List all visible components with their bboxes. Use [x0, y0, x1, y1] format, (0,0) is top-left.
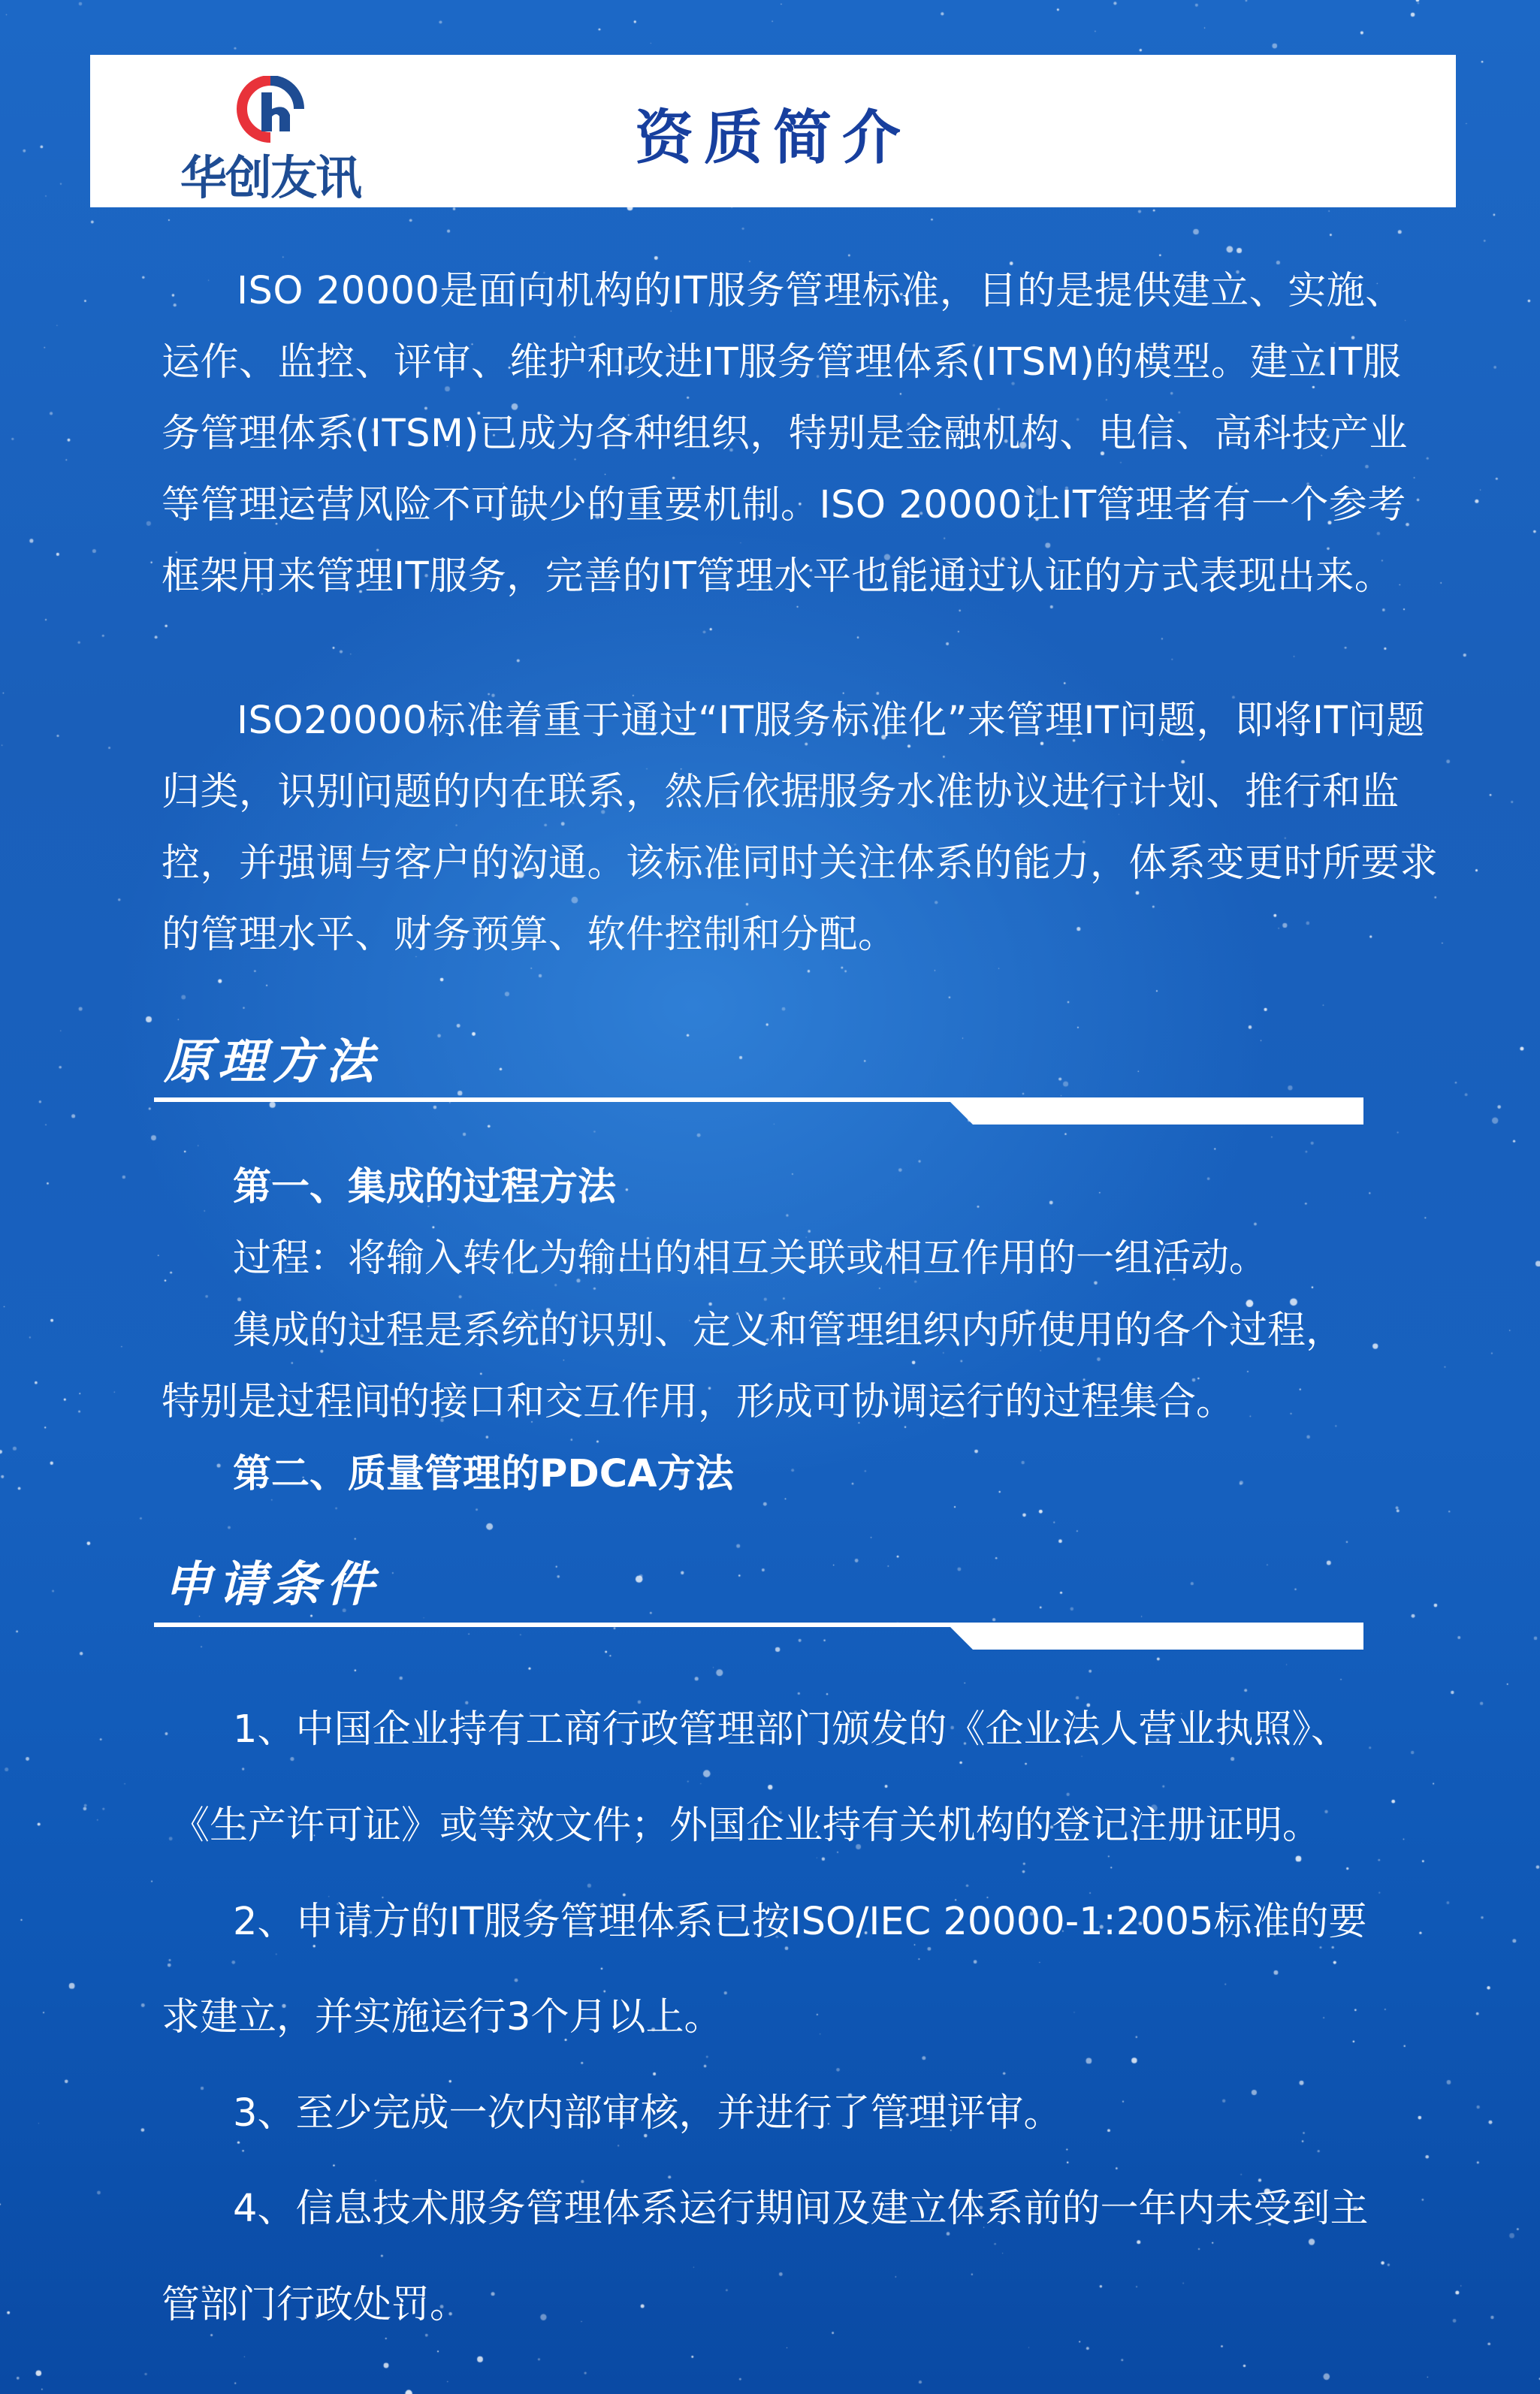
intro-paragraph-2: ISO20000标准着重于通过“IT服务标准化”来管理IT问题，即将IT问题归类，识别问题的内在联系，然后依据服务水准协议进行计划、推行和监控，并强调与客户的沟通。该标准同时关注体系的能力，体系变更时所要求的管理水平、财务预算、软件控制和分配。 — [162, 699, 1439, 957]
principle-1-text-line: 特别是过程间的接口和交互作用，形成可协调运行的过程集合。 — [162, 1380, 1235, 1424]
requirement-1-line: 1、中国企业持有工商行政管理部门颁发的《企业法人营业执照》、 — [233, 1707, 1349, 1752]
principle-1-text-line: 集成的过程是系统的识别、定义和管理组织内所使用的各个过程， — [233, 1309, 1345, 1353]
requirement-2-line: 2、申请方的IT服务管理体系已按ISO/IEC 20000-1:2005标准的要 — [233, 1900, 1367, 1944]
page-title: 资质简介 — [634, 104, 911, 172]
requirement-4-line: 4、信息技术服务管理体系运行期间及建立体系前的一年内未受到主 — [233, 2187, 1369, 2231]
requirement-4-line: 管部门行政处罚。 — [162, 2283, 469, 2327]
requirement-2-line: 求建立，并实施运行3个月以上。 — [162, 1995, 723, 2039]
section-divider — [154, 1623, 1363, 1650]
header-banner — [90, 55, 1456, 207]
principle-1-text-line: 过程：将输入转化为输出的相互关联或相互作用的一组活动。 — [233, 1236, 1268, 1281]
section-divider — [154, 1097, 1363, 1125]
section-title-principles: 原理方法 — [164, 1034, 380, 1090]
principle-2-heading: 第二、质量管理的PDCA方法 — [233, 1452, 734, 1496]
intro-paragraph-1: ISO 20000是面向机构的IT服务管理标准，目的是提供建立、实施、运作、监控、评审、维护和改进IT服务管理体系(ITSM)的模型。建立IT服务管理体系(ITSM)已成为各种组织，特别是金融机构、电信、高科技产业等管理运营风险不可缺少的重要机制。ISO 20000让IT管理者有一个参考框架用来管理IT服务，完善的IT管理水平也能通过认证的方式表现出来。 — [162, 269, 1408, 599]
requirement-3-line: 3、至少完成一次内部审核，并进行了管理评审。 — [233, 2091, 1062, 2136]
requirement-1-line: 《生产许可证》或等效文件；外国企业持有关机构的登记注册证明。 — [171, 1804, 1321, 1848]
logo-text: 华创友讯 — [180, 150, 361, 205]
section-title-requirements: 申请条件 — [164, 1557, 380, 1613]
principle-1-heading: 第一、集成的过程方法 — [233, 1165, 617, 1209]
